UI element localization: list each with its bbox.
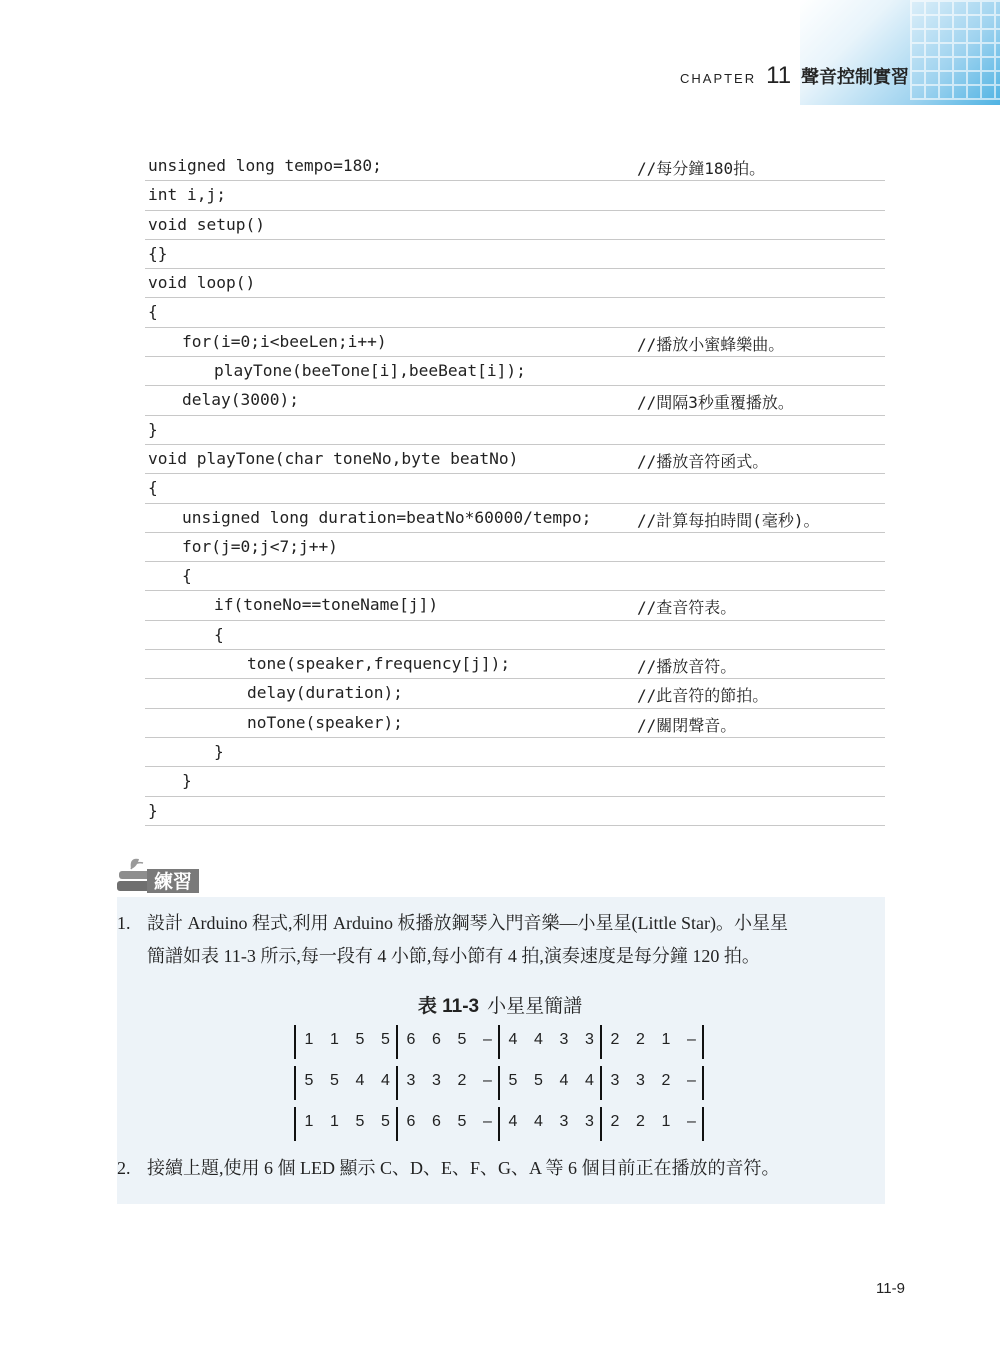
- table-caption: [0, 991, 1000, 1018]
- code-text: {: [182, 566, 192, 586]
- question-2: [117, 1152, 780, 1185]
- score-note: –: [483, 1113, 492, 1130]
- code-line: [145, 152, 885, 181]
- code-comment: //播放小蜜蜂樂曲。: [637, 334, 785, 354]
- score-note: 3: [406, 1072, 416, 1089]
- score-note: 5: [330, 1072, 339, 1089]
- score-note: 6: [406, 1113, 416, 1130]
- code-text: {: [148, 302, 158, 322]
- score-note: 3: [559, 1031, 569, 1048]
- code-line: [145, 416, 885, 445]
- code-comment: //播放音符函式。: [637, 451, 769, 471]
- table-label: 表 11-3: [417, 996, 480, 1017]
- score-note: 4: [381, 1072, 390, 1089]
- score-note: 3: [610, 1072, 620, 1089]
- code-line: [145, 709, 885, 738]
- bar-line: [600, 1107, 602, 1141]
- score-note: 4: [585, 1072, 594, 1089]
- code-comment: //間隔3秒重覆播放。: [637, 393, 794, 413]
- score-note: 3: [585, 1031, 594, 1048]
- chapter-title: 聲音控制實習: [801, 67, 910, 87]
- score-note: 4: [534, 1031, 543, 1048]
- code-text: {: [214, 624, 224, 644]
- bar-line: [294, 1066, 296, 1100]
- table-title: 小星星簡譜: [487, 996, 583, 1017]
- score-note: 1: [304, 1031, 314, 1048]
- code-line: [145, 474, 885, 503]
- score-note: –: [687, 1113, 696, 1130]
- code-line: [145, 445, 885, 474]
- code-text: void playTone(char toneNo,byte beatNo): [148, 448, 519, 468]
- score-note: 5: [457, 1113, 467, 1130]
- chapter-number: 11: [766, 62, 792, 89]
- score-row: [294, 1066, 708, 1100]
- score-note: 2: [457, 1072, 467, 1089]
- code-line: [145, 298, 885, 327]
- score-note: 6: [432, 1113, 441, 1130]
- chapter-header: [680, 62, 909, 90]
- score-note: –: [687, 1072, 696, 1089]
- code-text: unsigned long tempo=180;: [148, 156, 382, 175]
- code-text: for(j=0;j<7;j++): [182, 536, 338, 556]
- code-comment: //播放音符。: [637, 657, 737, 677]
- question-1-line-2: 簡譜如表 11-3 所示,每一段有 4 小節,每小節有 4 拍,演奏速度是每分鐘 120 拍。: [147, 946, 760, 966]
- bar-line: [600, 1066, 602, 1100]
- score-note: 2: [661, 1072, 671, 1089]
- score-note: 5: [355, 1113, 365, 1130]
- score-note: –: [687, 1031, 696, 1048]
- score-note: 5: [457, 1031, 467, 1048]
- score-note: 6: [406, 1031, 416, 1048]
- score-note: 1: [330, 1113, 339, 1130]
- code-line: [145, 679, 885, 708]
- score-note: 3: [559, 1113, 569, 1130]
- question-1: [117, 907, 788, 973]
- bar-line: [702, 1107, 704, 1141]
- code-line: [145, 650, 885, 679]
- code-comment: //每分鐘180拍。: [637, 159, 766, 178]
- score-note: 2: [636, 1113, 645, 1130]
- score-note: 2: [636, 1031, 645, 1048]
- score-note: 4: [508, 1113, 518, 1130]
- score-note: 4: [559, 1072, 569, 1089]
- code-line: [145, 533, 885, 562]
- bar-line: [396, 1066, 398, 1100]
- score-note: 1: [330, 1031, 339, 1048]
- score-note: 1: [304, 1113, 314, 1130]
- bar-line: [396, 1025, 398, 1059]
- code-text: playTone(beeTone[i],beeBeat[i]);: [214, 361, 526, 381]
- bar-line: [600, 1025, 602, 1059]
- code-line: [145, 504, 885, 533]
- score-note: 5: [508, 1072, 518, 1089]
- code-text: }: [214, 741, 224, 761]
- code-line: [145, 240, 885, 269]
- code-text: void setup(): [148, 214, 265, 234]
- score-note: 3: [432, 1072, 441, 1089]
- bar-line: [498, 1107, 500, 1141]
- code-text: unsigned long duration=beatNo*60000/tempo;: [182, 507, 592, 527]
- code-text: if(toneNo==toneName[j]): [214, 595, 439, 615]
- code-line: [145, 591, 885, 620]
- code-comment: //計算每拍時間(毫秒)。: [637, 510, 820, 530]
- code-comment: //關閉聲音。: [637, 715, 737, 735]
- code-text: tone(speaker,frequency[j]);: [247, 654, 511, 674]
- code-text: void loop(): [148, 273, 256, 293]
- code-text: noTone(speaker);: [247, 712, 403, 732]
- score-note: 4: [508, 1031, 518, 1048]
- question-1-line-1: 設計 Arduino 程式,利用 Arduino 板播放鋼琴入門音樂—小星星(Little Star)。小星星: [147, 913, 788, 933]
- score-note: 5: [304, 1072, 314, 1089]
- score-note: 1: [661, 1113, 671, 1130]
- bar-line: [702, 1025, 704, 1059]
- score-note: 6: [432, 1031, 441, 1048]
- score-note: 4: [534, 1113, 543, 1130]
- code-comment: //此音符的節拍。: [637, 686, 769, 706]
- code-comment: //查音符表。: [637, 598, 737, 618]
- code-text: int i,j;: [148, 185, 226, 205]
- bar-line: [702, 1066, 704, 1100]
- code-text: }: [182, 771, 192, 791]
- score-note: –: [483, 1072, 492, 1089]
- code-line: [145, 181, 885, 210]
- chapter-word: CHAPTER: [680, 71, 757, 86]
- code-line: [145, 767, 885, 796]
- score-row: [294, 1107, 708, 1141]
- code-listing: [145, 152, 885, 826]
- score-note: 1: [661, 1031, 671, 1048]
- bar-line: [396, 1107, 398, 1141]
- code-text: delay(duration);: [247, 683, 403, 703]
- bar-line: [294, 1025, 296, 1059]
- code-line: [145, 269, 885, 298]
- score-note: 3: [585, 1113, 594, 1130]
- page-number: 11-9: [876, 1280, 905, 1297]
- code-line: [145, 328, 885, 357]
- score-note: –: [483, 1031, 492, 1048]
- question-2-number: 2.: [117, 1158, 131, 1178]
- code-text: for(i=0;i<beeLen;i++): [182, 331, 387, 351]
- code-line: [145, 211, 885, 240]
- score-note: 2: [610, 1031, 620, 1048]
- code-line: [145, 621, 885, 650]
- bar-line: [498, 1025, 500, 1059]
- code-text: }: [148, 419, 158, 439]
- question-2-text: 接續上題,使用 6 個 LED 顯示 C、D、E、F、G、A 等 6 個目前正在播放的音符。: [147, 1158, 780, 1178]
- code-line: [145, 357, 885, 386]
- code-text: }: [148, 800, 158, 820]
- score-note: 5: [381, 1031, 390, 1048]
- bar-line: [294, 1107, 296, 1141]
- exercise-label: 練習: [153, 871, 193, 893]
- code-text: {: [148, 478, 158, 498]
- exercise-icon: [117, 855, 199, 895]
- score-note: 5: [534, 1072, 543, 1089]
- code-text: {}: [148, 243, 168, 263]
- score-note: 4: [355, 1072, 365, 1089]
- score-row: [294, 1025, 708, 1059]
- score-note: 3: [636, 1072, 645, 1089]
- score-note: 5: [381, 1113, 390, 1130]
- code-line: [145, 386, 885, 415]
- code-line: [145, 738, 885, 767]
- score-note: 2: [610, 1113, 620, 1130]
- score-note: 5: [355, 1031, 365, 1048]
- question-1-number: 1.: [117, 913, 131, 933]
- code-line: [145, 562, 885, 591]
- bar-line: [498, 1066, 500, 1100]
- code-line: [145, 797, 885, 826]
- code-text: delay(3000);: [182, 390, 299, 410]
